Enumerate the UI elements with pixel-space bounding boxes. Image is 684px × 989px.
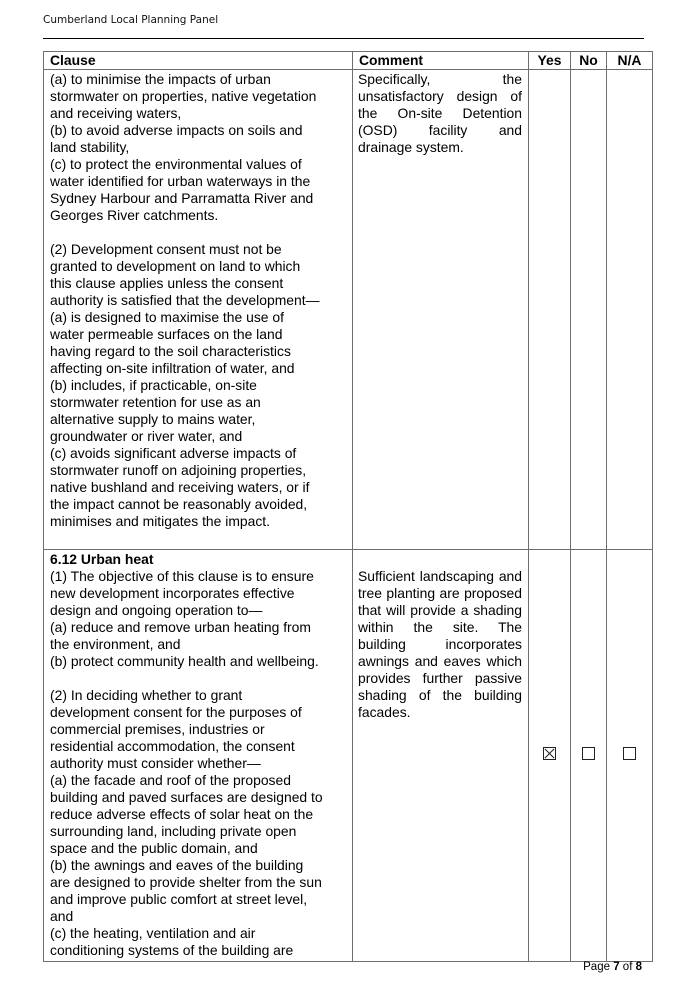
- document-header: Cumberland Local Planning Panel: [43, 14, 219, 26]
- header-na: N/A: [607, 52, 653, 70]
- table-row: [44, 70, 653, 550]
- na-cell: [607, 70, 653, 550]
- header-no: No: [571, 52, 607, 70]
- header-comment: Comment: [353, 52, 529, 70]
- compliance-table: [43, 51, 653, 962]
- table-header-row: [44, 52, 653, 70]
- section-title: 6.12 Urban heat: [50, 551, 154, 567]
- page-total: 8: [635, 961, 642, 973]
- no-cell: [571, 550, 607, 962]
- comment-cell: [353, 550, 529, 962]
- header-divider: [43, 38, 644, 39]
- comment-cell: Specifically, the unsatisfactory design of the On-site Detention (OSD) facility and drainage system.: [353, 70, 529, 550]
- clause-cell: [44, 70, 353, 550]
- table-row: [44, 550, 653, 962]
- no-cell: [571, 70, 607, 550]
- clause-paragraph: (a) to minimise the impacts of urban stormwater on properties, native vegetation and receiving waters, (b) to avoid adverse impacts on soils and land stability, (c) to protect the environmental values of water identified for urban waterways in the Sydney Harbour and Parramatta River and Georges River catchments.: [50, 71, 317, 223]
- na-cell: [607, 550, 653, 962]
- checkbox-na[interactable]: [623, 747, 636, 760]
- yes-cell: [529, 550, 571, 962]
- of-label: of: [622, 961, 633, 973]
- clause-paragraph: (2) Development consent must not be granted to development on land to which this clause applies unless the consent authority is satisfied that the development— (a) is designed to maximise the use of water permeable surfaces on the land having regard to the soil characteristics affecting on-site infiltration of water, and (b) includes, if practicable, on-site stormwater retention for use as an alternative supply to mains water, groundwater or river water, and (c) avoids significant adverse impacts of stormwater runoff on adjoining properties, native bushland and receiving waters, or if the impact cannot be reasonably avoided, minimises and mitigates the impact.: [50, 241, 320, 529]
- page-footer: [583, 961, 642, 973]
- clause-cell: [44, 550, 353, 962]
- page-number: 7: [613, 961, 620, 973]
- yes-cell: [529, 70, 571, 550]
- page-label: Page: [583, 961, 610, 973]
- clause-paragraph: (1) The objective of this clause is to ensure new development incorporates effective design and ongoing operation to— (a) reduce and remove urban heating from the environment, and (b) protect community health and wellbeing.: [50, 568, 319, 669]
- checkbox-no[interactable]: [582, 747, 595, 760]
- header-clause: Clause: [44, 52, 353, 70]
- comment-text: Sufficient landscaping and tree planting are proposed that will provide a shading within the site. The building incorporates awnings and eaves which provides further passive shading of the building facades.: [358, 568, 522, 720]
- header-yes: Yes: [529, 52, 571, 70]
- checkbox-yes[interactable]: [543, 747, 556, 760]
- clause-paragraph: (2) In deciding whether to grant development consent for the purposes of commercial premises, industries or residential accommodation, the consent authority must consider whether— (a) the facade and roof of the proposed building and paved surfaces are designed to reduce adverse effects of solar heat on the surrounding land, including private open space and the public domain, and (b) the awnings and eaves of the building are designed to provide shelter from the sun and improve public comfort at street level, and (c) the heating, ventilation and air conditioning systems of the building are: [50, 687, 323, 958]
